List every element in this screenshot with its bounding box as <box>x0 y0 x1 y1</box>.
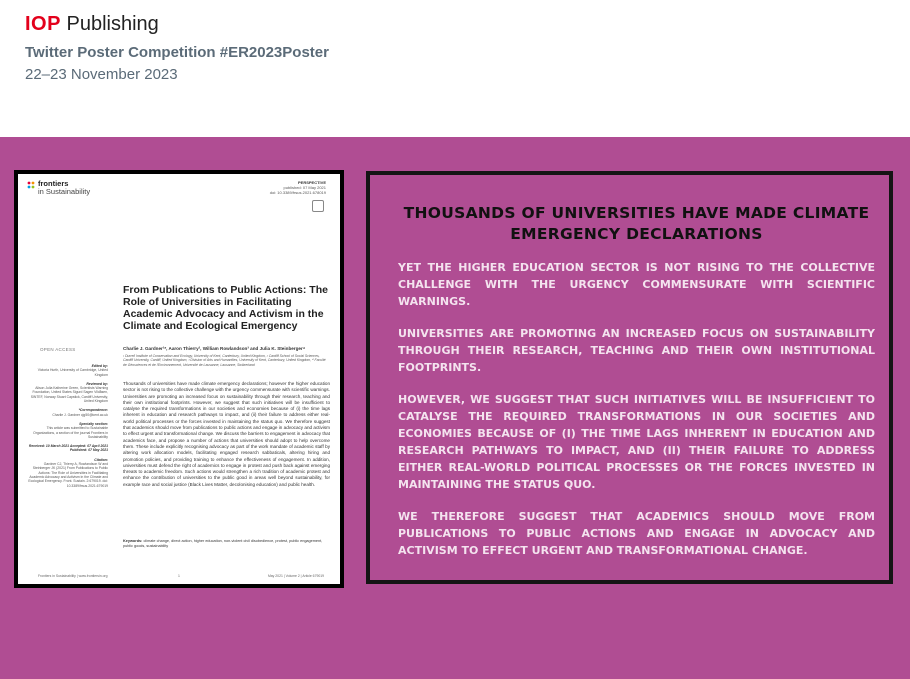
paper-keywords <box>123 539 330 549</box>
paper-page <box>18 174 340 584</box>
side-body: This article was submitted to Sustainable Organizations, a section of the journal Frontiers in Sustainability <box>33 426 108 439</box>
side-head: Received: 10 March 2021 Accepted: 07 April 2021 Published: 07 May 2021 <box>28 444 108 453</box>
poster-paragraph: WE THEREFORE SUGGEST THAT ACADEMICS SHOULD MOVE FROM PUBLICATIONS TO PUBLIC ACTIONS AND ENGAGE IN ADVOCACY AND ACTIVISM TO EFFECT URGENT AND TRANSFORMATIONAL CHANGE. <box>398 510 875 557</box>
side-body: Alison Julia Katherine Green, Scientists Warning Foundation, United States Sigurd Sagen Vildåsen, SINTEF, Norway Stuart Capstick, Cardiff University, United Kingdom <box>30 386 108 404</box>
poster-title: THOUSANDS OF UNIVERSITIES HAVE MADE CLIMATE EMERGENCY DECLARATIONS <box>403 204 870 243</box>
side-head: *Correspondence: <box>78 408 108 413</box>
poster-text-box <box>366 171 893 584</box>
keywords-list: climate change, direct action, higher education, non-violent civil disobedience, protest, public engagement, public goods, sustainability <box>123 539 323 548</box>
competition-title: Twitter Poster Competition #ER2023Poster <box>25 44 329 61</box>
paper-abstract: Thousands of universities have made climate emergency declarations; however the higher education sector is not rising to the collective challenge with the urgency commensurate with scientific warnings. Universities are promoting an increased focus on sustainability through their research, teaching and their own institutional footprints. However, we suggest that such initiatives will be insufficient to catalyse the required transformations in our societies and economies because of (i) the time lags inherent in education and research pathways to impact, and (ii) their failure to address either real-world political processes or the forces invested in maintaining the status quo. We therefore suggest that academics should move from publications to public actions and engage in advocacy and activism to effect urgent and transformational change. We discuss the barriers to engagement in advocacy that academics face, and propose a number of actions that universities should adopt to help overcome them. These include explicitly recognising advocacy as part of the work mandate of academic staff by altering work allocation models, facilitating engaged research sabbaticals, altering hiring and promotion policies, and providing training to enhance the effectiveness of engagement. In addition, universities must defend the right of academics to engage in protest and push back against emerging threats to academic freedom. Such actions would strengthen a rich tradition of academic protest and enhance the contribution of universities to the public good in areas well beyond sustainability, for example race and social justice (Black Lives Matter, decolonising education) and public health. <box>123 381 330 487</box>
article-type: PERSPECTIVE <box>297 180 326 185</box>
logo-publishing: Publishing <box>66 13 159 35</box>
event-date: 22–23 November 2023 <box>25 66 178 83</box>
poster-paragraph: YET THE HIGHER EDUCATION SECTOR IS NOT RISING TO THE COLLECTIVE CHALLENGE WITH THE URGENCY COMMENSURATE WITH SCIENTIFIC WARNINGS. <box>398 261 875 308</box>
paper-authors: Charlie J. Gardner¹*, Aaron Thierry², William Rowlandson³ and Julia K. Steinberger⁴ <box>123 346 306 351</box>
side-block <box>26 444 108 453</box>
header <box>0 0 910 137</box>
poster-paragraph: HOWEVER, WE SUGGEST THAT SUCH INITIATIVES WILL BE INSUFFICIENT TO CATALYSE THE REQUIRED TRANSFORMATIONS IN OUR SOCIETIES AND ECONOMIES BECAUSE OF (I) THE TIME LAGS INHERENT IN EDUCATION AND RESEARCH PATHWAYS TO IMPACT, AND (II) THEIR FAILURE TO ADDRESS EITHER REAL-WORLD POLITICAL PROCESSES OR THE FORCES INVESTED IN MAINTAINING THE STATUS QUO. <box>398 393 875 491</box>
frontiers-dots-icon <box>26 180 36 190</box>
side-block <box>26 408 108 417</box>
paper-affiliations: ¹ Durrell Institute of Conservation and Ecology, University of Kent, Canterbury, United Kingdom, ² Cardiff School of Social Sciences, Cardiff University, Cardiff, United Kingdom, ³ Division of Arts and Humanities, University of Kent, Canterbury, United Kingdom, ⁴ Faculté de Géosciences et de l'Environnement, Université de Lausanne, Lausanne, Switzerland <box>123 354 326 367</box>
logo-iop: IOP <box>25 13 61 35</box>
side-block <box>26 364 108 377</box>
paper-page-number: 1 <box>178 574 180 578</box>
iop-publishing-logo <box>25 13 159 36</box>
paper-sidebar <box>26 364 108 493</box>
paper-title: From Publications to Public Actions: The Role of Universities in Facilitating Academic Advocacy and Activism in the Climate and Ecological Emergency <box>123 284 328 332</box>
side-head: Specialty section: <box>79 421 108 426</box>
side-body: Victoria Hurth, University of Cambridge, United Kingdom <box>37 368 108 377</box>
paper-footer-right: May 2021 | Volume 2 | Article 679019 <box>267 574 324 578</box>
side-block <box>26 422 108 439</box>
journal-name-1: frontiers <box>38 179 69 188</box>
doi-line: doi: 10.3389/frsus.2021.678019 <box>269 190 326 195</box>
published-line: published: 07 May 2021 <box>283 185 326 190</box>
paper-footer-left: Frontiers in Sustainability | www.frontiersin.org <box>38 574 108 578</box>
side-body: Charlie J. Gardner cjg50@kent.ac.uk <box>52 412 108 417</box>
side-head: Citation: <box>94 457 108 462</box>
side-body: Gardner CJ, Thierry A, Rowlandson W and Steinberger JK (2021) From Publications to Public Actions: The Role of Universities in Facilitating Academic Advocacy and Activism in the Climate and Ecological Emergency. Front. Sustain. 2:679019. doi: 10.3389/frsus.2021.679019 <box>28 462 108 488</box>
open-access-label: OPEN ACCESS <box>40 347 76 352</box>
frontiers-logo <box>38 180 90 196</box>
article-meta <box>256 180 326 195</box>
side-head: Reviewed by: <box>86 381 108 386</box>
side-block <box>26 458 108 488</box>
side-head: Edited by: <box>91 364 108 368</box>
side-block <box>26 382 108 403</box>
journal-name-2: in Sustainability <box>38 187 91 196</box>
poster-text-content <box>398 203 875 574</box>
check-updates-icon <box>312 200 324 212</box>
poster-paragraph: UNIVERSITIES ARE PROMOTING AN INCREASED FOCUS ON SUSTAINABILITY THROUGH THEIR RESEARCH, TEACHING AND THEIR OWN INSTITUTIONAL FOOTPRINTS. <box>398 327 875 374</box>
paper-thumbnail <box>14 170 344 588</box>
keywords-head: Keywords: <box>123 539 143 543</box>
